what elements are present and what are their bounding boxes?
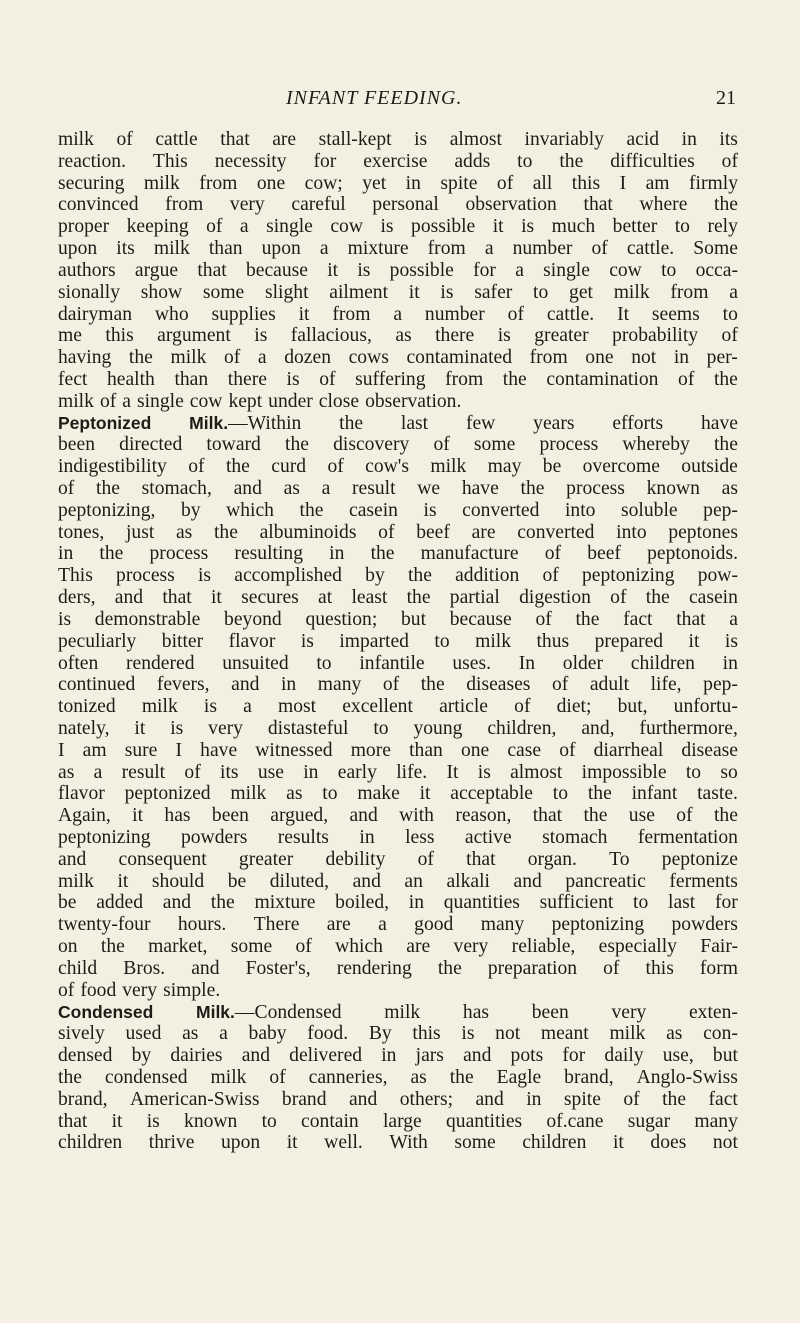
text-line: in the process resulting in the manufacture of beef peptonoids.	[58, 543, 738, 565]
text-line: nately, it is very distasteful to young children, and, furthermore,	[58, 717, 738, 739]
text-line: of the stomach, and as a result we have the process known as	[58, 478, 738, 499]
text-line: tones, just as the albuminoids of beef are converted into peptones	[58, 521, 738, 543]
text-line: and consequent greater debility of that organ. To peptonize	[58, 848, 738, 870]
text-line: peculiarly bitter flavor is imparted to milk thus prepared it is	[58, 630, 738, 652]
text-line: continued fevers, and in many of the diseases of adult life, pep-	[58, 674, 738, 696]
text-line: be added and the mixture boiled, in quantities sufficient to last for	[58, 892, 738, 914]
text-line: milk it should be diluted, and an alkali and pancreatic ferments	[58, 870, 738, 892]
text-line: sionally show some slight ailment it is safer to get milk from a	[58, 281, 738, 303]
body-text	[58, 129, 738, 1154]
text-line: Peptonized Milk.—Within the last few years efforts have	[58, 412, 738, 434]
text-line: peptonizing, by which the casein is converted into soluble pep-	[58, 499, 738, 521]
text-line: This process is accomplished by the addition of peptonizing pow-	[58, 565, 738, 587]
text-line: ders, and that it secures at least the partial digestion of the casein	[58, 587, 738, 609]
text-line: twenty-four hours. There are a good many peptonizing powders	[58, 914, 738, 936]
text-line: children thrive upon it well. With some children it does not	[58, 1132, 738, 1154]
text-line: authors argue that because it is possible for a single cow to occa-	[58, 259, 738, 281]
running-head	[0, 87, 800, 117]
text-line: brand, American-Swiss brand and others; and in spite of the fact	[58, 1088, 738, 1110]
text-line: having the milk of a dozen cows contaminated from one not in per-	[58, 347, 738, 369]
text-line: me this argument is fallacious, as there is greater probability of	[58, 325, 738, 347]
text-line: reaction. This necessity for exercise adds to the difficulties of	[58, 150, 738, 172]
text-line: Again, it has been argued, and with reason, that the use of the	[58, 805, 738, 827]
text-line: peptonizing powders results in less active stomach fermentation	[58, 827, 738, 848]
text-line: that it is known to contain large quantities of.cane sugar many	[58, 1110, 738, 1132]
text-line: is demonstrable beyond question; but because of the fact that a	[58, 608, 738, 630]
page-number: 21	[716, 87, 736, 109]
text-line: proper keeping of a single cow is possible it is much better to rely	[58, 216, 738, 238]
text-line: I am sure I have witnessed more than one case of diarrheal disease	[58, 739, 738, 761]
text-line: been directed toward the discovery of some process whereby the	[58, 434, 738, 456]
text-line: densed by dairies and delivered in jars and pots for daily use, but	[58, 1045, 738, 1067]
text-line: as a result of its use in early life. It is almost impossible to so	[58, 761, 738, 783]
text-line: dairyman who supplies it from a number of cattle. It seems to	[58, 303, 738, 325]
text-line: of food very simple.	[58, 979, 221, 1001]
text-line: flavor peptonized milk as to make it acceptable to the infant taste.	[58, 783, 738, 805]
text-line: milk of cattle that are stall-kept is almost invariably acid in its	[58, 129, 738, 150]
text-line: often rendered unsuited to infantile uses. In older children in	[58, 652, 738, 674]
text-line: tonized milk is a most excellent article of diet; but, unfortu-	[58, 696, 738, 718]
text-line: Condensed Milk.—Condensed milk has been very exten-	[58, 1001, 738, 1023]
running-title: INFANT FEEDING.	[286, 87, 463, 109]
text-line: milk of a single cow kept under close observation.	[58, 390, 462, 412]
text-line: on the market, some of which are very reliable, especially Fair-	[58, 936, 738, 958]
text-line: the condensed milk of canneries, as the Eagle brand, Anglo-Swiss	[58, 1066, 738, 1088]
text-line: child Bros. and Foster's, rendering the preparation of this form	[58, 957, 738, 979]
text-line: sively used as a baby food. By this is not meant milk as con-	[58, 1023, 738, 1045]
text-line: upon its milk than upon a mixture from a number of cattle. Some	[58, 238, 738, 260]
text-line: indigestibility of the curd of cow's milk may be overcome outside	[58, 456, 738, 478]
text-line: securing milk from one cow; yet in spite of all this I am firmly	[58, 172, 738, 194]
text-line: fect health than there is of suffering from the contamination of the	[58, 368, 738, 390]
text-line: convinced from very careful personal observation that where the	[58, 194, 738, 216]
